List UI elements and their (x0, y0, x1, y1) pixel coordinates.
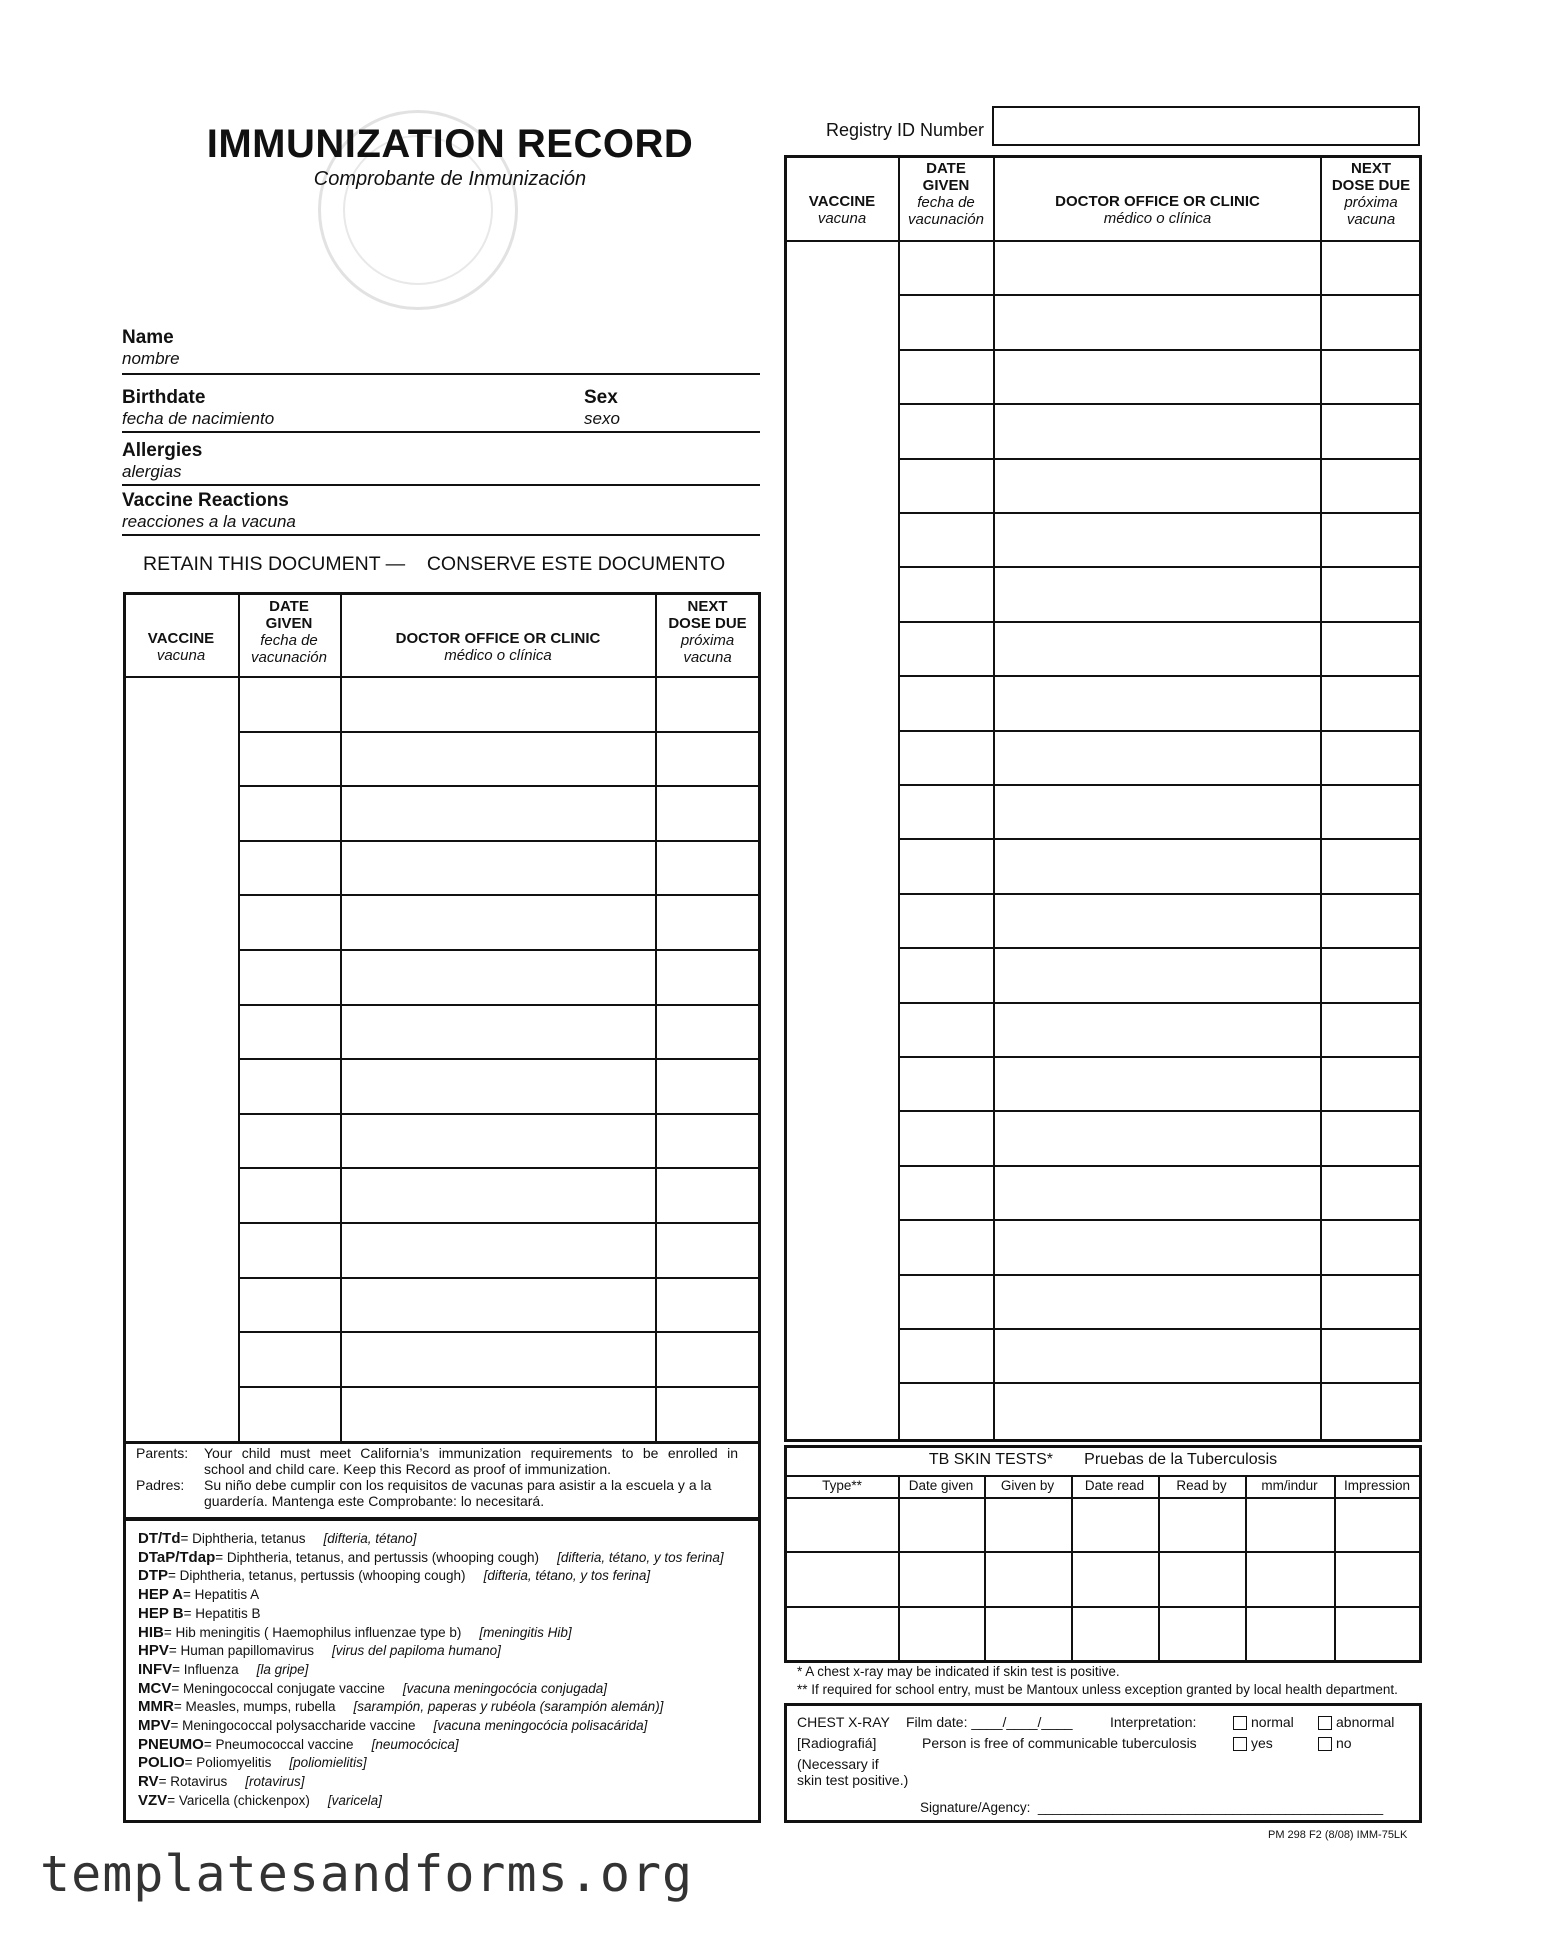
right-header-vaccine (787, 193, 897, 227)
table-row[interactable] (899, 403, 1420, 405)
tb-column-header: Date given (908, 1478, 974, 1493)
abbreviation-item (138, 1680, 748, 1699)
left-header-vaccine-en: VACCINE (147, 630, 215, 647)
right-header-rule (785, 240, 1421, 242)
left-header-date-es-2: vacunación (251, 649, 327, 666)
abbreviation-spanish: [la gripe] (256, 1661, 309, 1677)
abbreviation-desc: = Poliomyelitis (184, 1755, 272, 1771)
right-header-next (1322, 160, 1420, 228)
right-header-date (899, 160, 993, 228)
reactions-field-line[interactable] (122, 534, 760, 536)
abbreviation-item (138, 1792, 748, 1811)
abbreviation-code: INFV (138, 1660, 173, 1678)
abbreviation-code: POLIO (138, 1754, 185, 1772)
abbreviation-code: MCV (138, 1679, 172, 1697)
abnormal-option[interactable] (1318, 1714, 1394, 1730)
left-header-date-2: GIVEN (265, 615, 313, 632)
table-row[interactable] (239, 1386, 760, 1388)
abbreviation-code: PNEUMO (138, 1735, 204, 1753)
yes-label: yes (1251, 1735, 1273, 1751)
abbreviation-item (138, 1567, 748, 1586)
abnormal-label: abnormal (1336, 1714, 1395, 1730)
padres-text-line-1: Su niño debe cumplir con los requisitos de vacunas para asistir a la escuela y a la (204, 1477, 712, 1493)
abbreviation-desc: = Human papillomavirus (168, 1643, 315, 1659)
name-field-line[interactable] (122, 373, 760, 375)
table-row[interactable] (899, 1110, 1420, 1112)
left-header-next (656, 598, 759, 666)
abbreviation-code: HPV (138, 1642, 169, 1660)
left-header-vaccine-es: vacuna (156, 647, 206, 664)
tb-title-spacer (1053, 1451, 1084, 1468)
left-header-next-es-1: próxima (680, 632, 735, 649)
parents-text-line-2: school and child care. Keep this Record as proof of immunization. (204, 1461, 611, 1477)
page-subtitle: Comprobante de Inmunización (313, 168, 587, 190)
tb-col-divider (1158, 1476, 1160, 1661)
birthdate-label: Birthdate (122, 387, 206, 408)
normal-option[interactable] (1233, 1714, 1294, 1730)
abbreviation-item (138, 1549, 748, 1568)
abbreviation-desc: = Diphtheria, tetanus (180, 1531, 306, 1546)
table-row[interactable] (239, 1004, 760, 1006)
abbreviation-spanish: [sarampión, paperas y rubéola (sarampión alemán)] (353, 1699, 664, 1715)
left-header-date (238, 598, 340, 666)
signature-agency-field[interactable]: Signature/Agency: ______________________________________________ (920, 1800, 1384, 1815)
table-row[interactable] (899, 1328, 1420, 1330)
left-header-next-es-2: vacuna (683, 649, 732, 666)
table-row[interactable] (899, 730, 1420, 732)
table-row[interactable] (899, 512, 1420, 514)
table-row[interactable] (899, 1165, 1420, 1167)
table-row[interactable] (899, 838, 1420, 840)
left-col-divider (655, 594, 657, 1442)
table-row[interactable] (239, 1331, 760, 1333)
xray-label-2: [Radiografiá] (797, 1735, 877, 1751)
abbreviation-code: HIB (138, 1623, 164, 1641)
abbreviation-item (138, 1717, 748, 1736)
left-header-vaccine (126, 630, 236, 664)
abbreviation-desc: = Meningococcal conjugate vaccine (171, 1680, 385, 1696)
table-row[interactable] (239, 1113, 760, 1115)
film-date-field[interactable]: Film date: ____/____/____ (906, 1714, 1073, 1730)
allergies-label-es: alergias (122, 462, 182, 481)
table-row[interactable] (899, 1382, 1420, 1384)
abbreviation-item (138, 1773, 748, 1792)
left-header-doctor (342, 630, 654, 664)
yes-option[interactable] (1233, 1735, 1273, 1751)
right-header-doctor-es: médico o clínica (1103, 210, 1212, 227)
yes-checkbox[interactable] (1233, 1737, 1247, 1751)
table-row[interactable] (239, 731, 760, 733)
xray-label-1: CHEST X-RAY (797, 1714, 890, 1730)
abbreviation-item (138, 1530, 748, 1549)
birthdate-label-es: fecha de nacimiento (122, 409, 275, 428)
tb-column-header: Given by (1000, 1478, 1055, 1493)
abbreviation-code: DT/Td (138, 1530, 181, 1547)
abbreviation-code: HEP A (138, 1586, 184, 1604)
table-row[interactable] (239, 785, 760, 787)
tb-column-header: Date read (1084, 1478, 1145, 1493)
right-header-date-2: GIVEN (922, 177, 970, 194)
abbreviation-item (138, 1754, 748, 1773)
abbreviation-item (138, 1698, 748, 1717)
tb-footnote-1: * A chest x-ray may be indicated if skin test is positive. (797, 1664, 1120, 1679)
left-header-doctor-es: médico o clínica (444, 647, 552, 664)
abbreviation-item (138, 1624, 748, 1643)
tb-title (786, 1451, 1420, 1469)
tb-title-en: TB SKIN TESTS* (928, 1451, 1054, 1468)
abbreviation-code: VZV (138, 1791, 168, 1809)
abbreviation-spanish: [rotavirus] (245, 1774, 305, 1790)
table-row[interactable] (239, 840, 760, 842)
abbreviation-desc: = Hepatitis A (183, 1587, 260, 1603)
tb-column-header: Type** (822, 1478, 862, 1493)
sex-label: Sex (584, 387, 618, 408)
left-header-next-1: NEXT (687, 598, 728, 615)
table-row[interactable] (899, 566, 1420, 568)
tb-col-divider (1334, 1476, 1336, 1661)
table-row[interactable] (899, 294, 1420, 296)
abbreviation-code: DTP (138, 1567, 168, 1585)
left-table-bottom-rule (124, 1441, 760, 1444)
abbreviation-spanish: [poliomielitis] (289, 1755, 367, 1771)
abnormal-checkbox[interactable] (1318, 1716, 1332, 1730)
abbreviation-spanish: [vacuna meningocócia conjugada] (402, 1680, 608, 1696)
table-row[interactable] (899, 784, 1420, 786)
abbreviation-code: DTaP/Tdap (138, 1548, 216, 1566)
no-checkbox[interactable] (1318, 1737, 1332, 1751)
right-header-next-es-1: próxima (1344, 194, 1398, 211)
tb-title-rule (785, 1475, 1421, 1477)
left-col-divider (238, 594, 240, 1442)
sex-label-es: sexo (584, 409, 620, 428)
tb-col-divider (1245, 1476, 1247, 1661)
normal-checkbox[interactable] (1233, 1716, 1247, 1730)
tb-row-rule[interactable] (785, 1606, 1421, 1608)
right-header-date-es-1: fecha de (917, 194, 975, 211)
abbreviation-spanish: [difteria, tétano] (323, 1531, 417, 1546)
right-header-next-2: DOSE DUE (1331, 177, 1411, 194)
table-row[interactable] (899, 1219, 1420, 1221)
abbreviation-spanish: [neumocócica] (371, 1736, 459, 1752)
table-row[interactable] (239, 1167, 760, 1169)
watermark: templatesandforms.org (40, 1845, 694, 1903)
abbreviation-spanish: [varicela] (327, 1792, 382, 1808)
tb-col-divider (898, 1476, 900, 1661)
table-row[interactable] (899, 349, 1420, 351)
padres-text-line-2: guardería. Mantenga este Comprobante: lo necesitará. (204, 1493, 545, 1509)
table-row[interactable] (899, 1274, 1420, 1276)
tb-footnote-2: ** If required for school entry, must be Mantoux unless exception granted by local health department. (797, 1682, 1398, 1697)
abbreviation-desc: = Rotavirus (158, 1774, 228, 1790)
table-row[interactable] (899, 947, 1420, 949)
xray-label-3: (Necessary if (797, 1756, 879, 1772)
table-row[interactable] (239, 1277, 760, 1279)
abbreviation-code: HEP B (138, 1604, 184, 1622)
table-row[interactable] (239, 1058, 760, 1060)
tb-column-header: mm/indur (1261, 1478, 1318, 1493)
left-header-rule (124, 676, 760, 678)
form-code: PM 298 F2 (8/08) IMM-75LK (1268, 1829, 1408, 1841)
left-header-date-1: DATE (269, 598, 309, 615)
table-row[interactable] (239, 1222, 760, 1224)
page-title: IMMUNIZATION RECORD (206, 122, 694, 166)
abbreviation-list (138, 1530, 748, 1811)
abbreviation-desc: = Meningococcal polysaccharide vaccine (170, 1718, 416, 1734)
free-of-tb-text: Person is free of communicable tuberculosis (922, 1735, 1197, 1751)
table-row[interactable] (899, 675, 1420, 677)
left-col-divider (340, 594, 342, 1442)
xray-label-4: skin test positive.) (797, 1772, 909, 1788)
interpretation-label: Interpretation: (1110, 1714, 1197, 1730)
reactions-label-es: reacciones a la vacuna (122, 512, 296, 531)
right-header-doctor (995, 193, 1320, 227)
abbreviation-item (138, 1736, 748, 1755)
right-header-date-1: DATE (926, 160, 966, 177)
table-row[interactable] (899, 1002, 1420, 1004)
abbreviation-desc: = Pneumococcal vaccine (203, 1736, 354, 1752)
name-label: Name (122, 327, 174, 348)
birthdate-field-line[interactable] (122, 431, 760, 433)
tb-row-rule[interactable] (785, 1660, 1421, 1662)
right-header-date-es-2: vacunación (908, 211, 984, 228)
right-header-next-es-2: vacuna (1346, 211, 1396, 228)
tb-column-header: Read by (1176, 1478, 1227, 1493)
normal-label: normal (1251, 1714, 1294, 1730)
abbreviation-desc: = Diphtheria, tetanus, pertussis (whooping cough) (168, 1568, 466, 1584)
abbreviation-spanish: [difteria, tétano, y tos ferina] (483, 1568, 651, 1584)
parents-text-line-1: Your child must meet California’s immunization requirements to be enrolled in (204, 1445, 738, 1461)
tb-header-rule (785, 1497, 1421, 1499)
abbreviation-desc: = Varicella (chickenpox) (167, 1792, 310, 1808)
abbreviation-desc: = Measles, mumps, rubella (173, 1699, 336, 1715)
abbreviation-spanish: [vacuna meningocócia polisacárida] (433, 1718, 648, 1734)
no-label: no (1336, 1735, 1352, 1751)
table-row[interactable] (239, 949, 760, 951)
abbreviation-item (138, 1586, 748, 1605)
registry-id-label: Registry ID Number (826, 120, 985, 140)
right-header-doctor-en: DOCTOR OFFICE OR CLINIC (1055, 193, 1260, 210)
padres-label: Padres: (136, 1477, 185, 1493)
abbreviation-spanish: [difteria, tétano, y tos ferina] (557, 1549, 724, 1565)
retain-notice: RETAIN THIS DOCUMENT — CONSERVE ESTE DOCUMENTO (143, 553, 726, 575)
table-row[interactable] (239, 894, 760, 896)
abbreviation-desc: = Influenza (172, 1661, 239, 1677)
tb-col-divider (984, 1476, 986, 1661)
table-row[interactable] (899, 893, 1420, 895)
reactions-label: Vaccine Reactions (122, 490, 289, 511)
abbreviation-code: MMR (138, 1698, 174, 1716)
allergies-field-line[interactable] (122, 484, 760, 486)
table-row[interactable] (899, 1056, 1420, 1058)
right-header-next-1: NEXT (1350, 160, 1391, 177)
abbreviation-desc: = Diphtheria, tetanus, and pertussis (whooping cough) (215, 1549, 540, 1565)
allergies-label: Allergies (122, 440, 203, 461)
table-row[interactable] (899, 458, 1420, 460)
abbreviation-spanish: [virus del papiloma humano] (332, 1643, 501, 1659)
abbreviation-code: RV (138, 1773, 159, 1791)
abbreviation-spanish: [meningitis Hib] (479, 1624, 572, 1640)
abbreviation-item (138, 1605, 748, 1624)
no-option[interactable] (1318, 1735, 1352, 1751)
tb-row-rule[interactable] (785, 1551, 1421, 1553)
tb-title-es: Pruebas de la Tuberculosis (1084, 1451, 1278, 1468)
abbreviation-code: MPV (138, 1717, 171, 1735)
abbreviation-desc: = Hib meningitis ( Haemophilus influenzae type b) (163, 1624, 462, 1640)
abbreviation-item (138, 1661, 748, 1680)
tb-col-divider (1071, 1476, 1073, 1661)
name-label-es: nombre (122, 349, 180, 368)
parents-label: Parents: (136, 1445, 189, 1461)
abbreviation-desc: = Hepatitis B (183, 1605, 261, 1621)
right-header-vaccine-en: VACCINE (808, 193, 876, 210)
tb-column-header: Impression (1343, 1478, 1411, 1493)
abbreviation-item (138, 1642, 748, 1661)
left-header-next-2: DOSE DUE (668, 615, 747, 632)
table-row[interactable] (899, 621, 1420, 623)
registry-id-field[interactable] (992, 106, 1420, 146)
right-header-vaccine-es: vacuna (817, 210, 867, 227)
left-header-date-es-1: fecha de (260, 632, 318, 649)
left-header-doctor-en: DOCTOR OFFICE OR CLINIC (395, 630, 601, 647)
